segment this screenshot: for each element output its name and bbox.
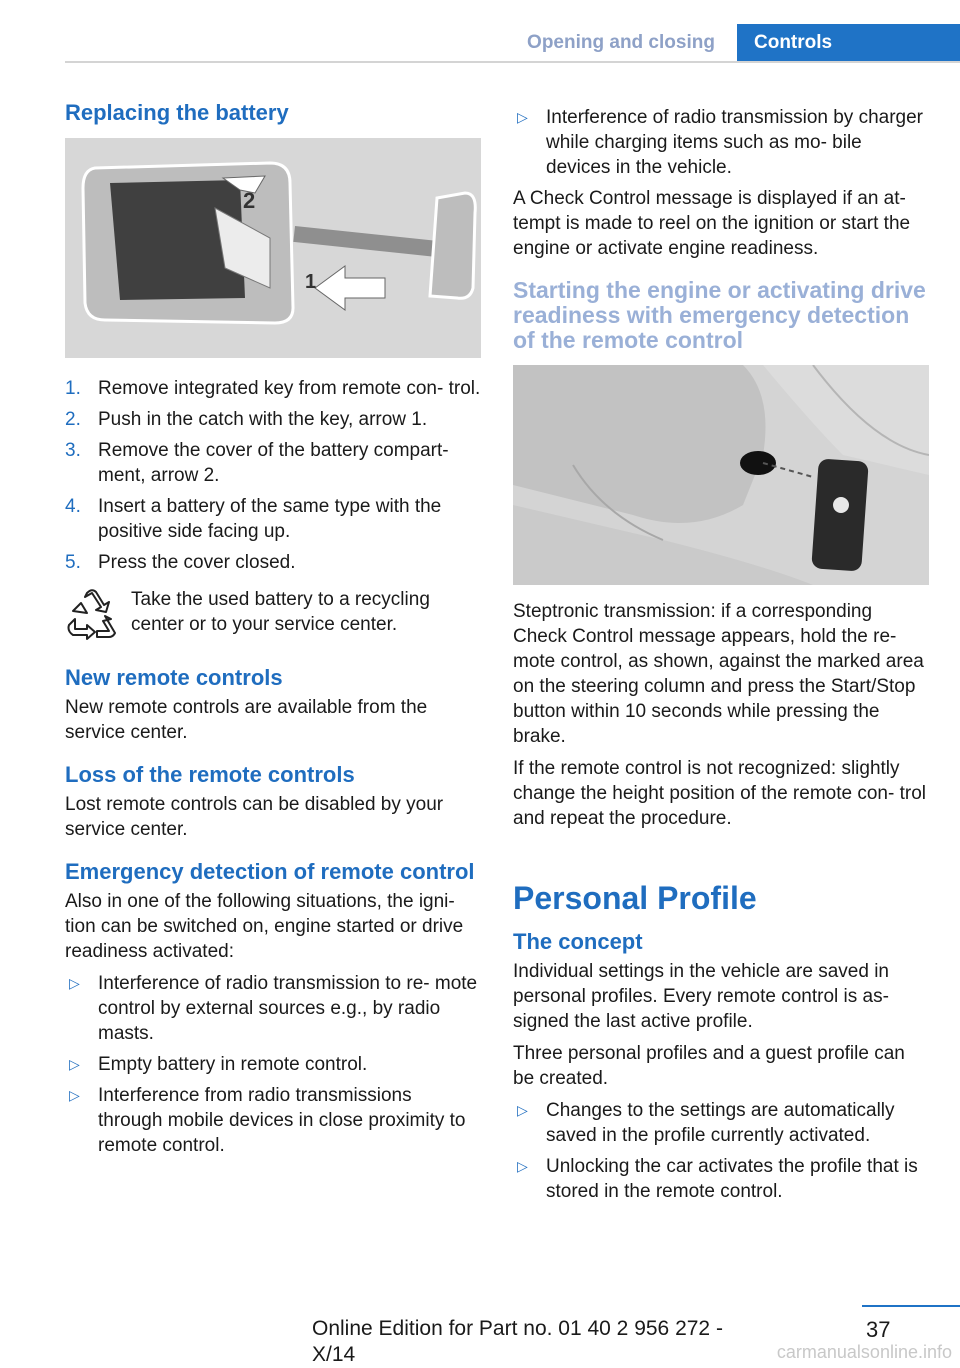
list-item bbox=[65, 376, 481, 401]
list-item bbox=[513, 105, 929, 180]
bullet-text: Interference of radio transmission to re‐ mote control by external sources e.g., by radio masts. bbox=[98, 973, 478, 1044]
recycle-text: Take the used battery to a recycling center or to your service center. bbox=[131, 589, 430, 635]
triangle-bullet-icon: ▷ bbox=[69, 1056, 80, 1072]
new-remote-text: New remote controls are available from the service center. bbox=[65, 697, 428, 743]
list-item bbox=[513, 1098, 929, 1148]
right-column bbox=[513, 100, 929, 1210]
recycle-note bbox=[65, 587, 481, 643]
arrow-2-label: 2 bbox=[243, 188, 256, 213]
page-number: 37 bbox=[866, 1317, 891, 1342]
step-text: Press the cover closed. bbox=[98, 552, 296, 573]
triangle-bullet-icon: ▷ bbox=[517, 1102, 528, 1118]
step-number: 2. bbox=[65, 409, 81, 430]
list-item bbox=[65, 1052, 481, 1077]
step-text: Remove integrated key from remote con‐ trol. bbox=[98, 378, 481, 399]
triangle-bullet-icon: ▷ bbox=[69, 1087, 80, 1103]
step-text: Remove the cover of the battery compart‐ ment, arrow 2. bbox=[98, 440, 449, 486]
personal-profile-title: Personal Profile bbox=[513, 880, 757, 916]
list-item bbox=[513, 1154, 929, 1204]
emergency-heading: Emergency detection of remote control bbox=[65, 859, 475, 884]
bullet-text: Changes to the settings are automatically saved in the profile currently activated. bbox=[546, 1100, 895, 1146]
footer-divider bbox=[862, 1305, 960, 1307]
step-number: 3. bbox=[65, 440, 81, 461]
steptronic-text: Steptronic transmission: if a corresponding Check Control message appears, hold the re‐ mote control, as shown, against the marked area on the steering column and press the Start/Stop button within 10 seconds while pressing the brake. bbox=[513, 601, 924, 747]
profile-bullets bbox=[513, 1098, 929, 1204]
recycle-icon bbox=[65, 589, 119, 643]
header-tabs bbox=[505, 24, 960, 62]
radio-bullets bbox=[513, 105, 929, 180]
not-recognized-text: If the remote control is not recognized: slightly change the height position of the remote con‐ trol and repeat the procedure. bbox=[513, 758, 926, 829]
list-item bbox=[65, 494, 481, 544]
loss-heading: Loss of the remote controls bbox=[65, 762, 355, 787]
bullet-text: Interference of radio transmission by charger while charging items such as mo‐ bile devices in the vehicle. bbox=[546, 107, 924, 178]
new-remote-heading: New remote controls bbox=[65, 665, 283, 690]
steering-column-illustration bbox=[513, 365, 929, 585]
list-item bbox=[65, 407, 481, 432]
concept-heading: The concept bbox=[513, 929, 643, 954]
step-text: Push in the catch with the key, arrow 1. bbox=[98, 409, 428, 430]
starting-heading: Starting the engine or activating drive readiness with emergency detection of the remote control bbox=[513, 277, 926, 353]
bullet-text: Interference from radio transmissions through mobile devices in close proximity to remote control. bbox=[98, 1085, 466, 1156]
profiles-text: Three personal profiles and a guest profile can be created. bbox=[513, 1043, 905, 1089]
check-control-text: A Check Control message is displayed if an at‐ tempt is made to reel on the ignition or start the engine or activate engine readiness. bbox=[513, 188, 911, 259]
list-item bbox=[65, 438, 481, 488]
step-number: 4. bbox=[65, 496, 81, 517]
emergency-bullets bbox=[65, 971, 481, 1158]
bullet-text: Unlocking the car activates the profile that is stored in the remote control. bbox=[546, 1156, 918, 1202]
header-section-controls: Controls bbox=[737, 24, 960, 62]
left-column bbox=[65, 100, 481, 1164]
bullet-text: Empty battery in remote control. bbox=[98, 1054, 368, 1075]
step-number: 5. bbox=[65, 552, 81, 573]
triangle-bullet-icon: ▷ bbox=[69, 975, 80, 991]
watermark: carmanualsonline.info bbox=[776, 1342, 952, 1362]
battery-heading: Replacing the battery bbox=[65, 100, 289, 125]
concept-text: Individual settings in the vehicle are saved in personal profiles. Every remote control is as‐ signed the last active profile. bbox=[513, 961, 890, 1032]
step-text: Insert a battery of the same type with the positive side facing up. bbox=[98, 496, 442, 542]
battery-steps bbox=[65, 376, 481, 575]
list-item bbox=[65, 971, 481, 1046]
battery-illustration bbox=[65, 138, 481, 358]
header-divider bbox=[65, 61, 960, 63]
step-number: 1. bbox=[65, 378, 81, 399]
loss-text: Lost remote controls can be disabled by your service center. bbox=[65, 794, 444, 840]
triangle-bullet-icon: ▷ bbox=[517, 109, 528, 125]
arrow-1-label: 1 bbox=[305, 271, 317, 293]
footer-edition: Online Edition for Part no. 01 40 2 956 272 - X/14 bbox=[312, 1317, 723, 1366]
list-item bbox=[65, 1083, 481, 1158]
triangle-bullet-icon: ▷ bbox=[517, 1158, 528, 1174]
header-section-opening-closing: Opening and closing bbox=[527, 32, 715, 53]
list-item bbox=[65, 550, 481, 575]
emergency-text: Also in one of the following situations, the igni‐ tion can be switched on, engine started or drive readiness activated: bbox=[65, 891, 464, 962]
